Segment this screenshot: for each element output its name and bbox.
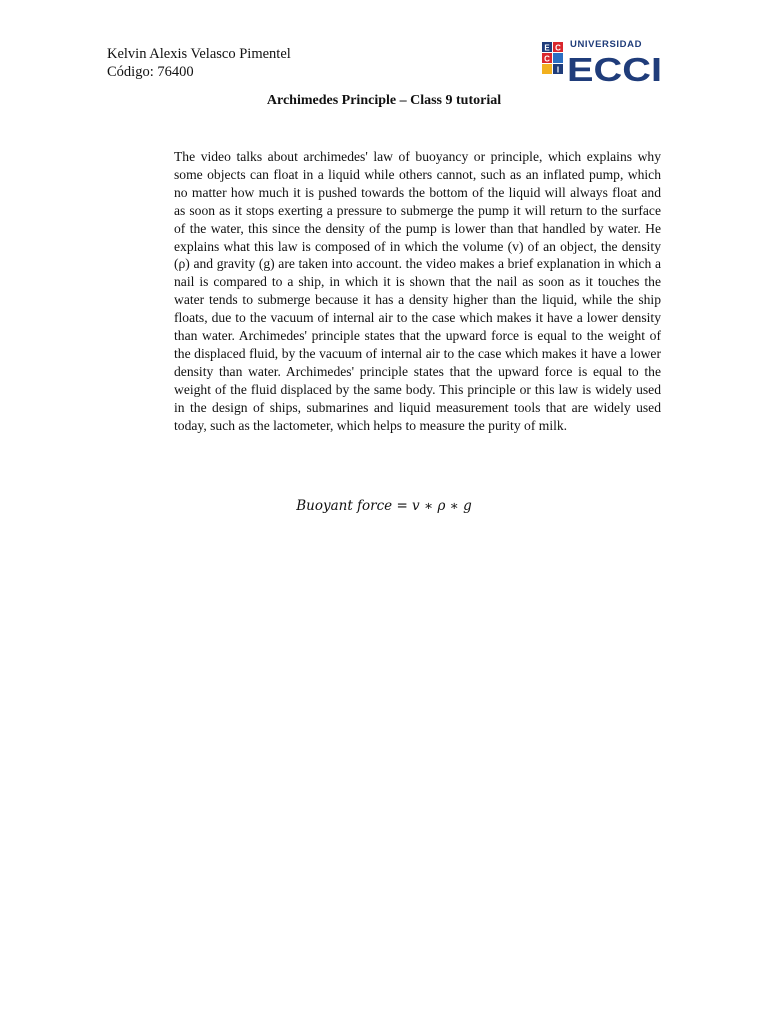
logo-tile-letter-e: E	[544, 43, 550, 53]
logo-main-text: ECCI	[567, 51, 662, 86]
logo-top-text: UNIVERSIDAD	[570, 39, 643, 50]
student-code: Código: 76400	[107, 64, 194, 80]
document-title: Archimedes Principle – Class 9 tutorial	[266, 93, 502, 108]
logo-tile-letter-c2: C	[544, 54, 550, 64]
logo-tile-c4-bg	[542, 64, 552, 74]
logo-tile-c3-bg	[553, 53, 563, 63]
body-paragraph: The video talks about archimedes' law of buoyancy or principle, which explains why some objects can float in a liquid while others cannot, such as an inflated pump, which no matter how much it is pushed towards the bottom of the liquid will always float and as soon as it stops exerting a pressure to submerge the pump it will return to the surface of the water, this since the density of the pump is lower than that handled by water. He explains what this law is composed of in which the volume (v) of an object, the density (ρ) and gravity (g) are taken into account. the video makes a brief explanation in which a nail is compared to a ship, in which it is shown that the nail as soon as it touches the water tends to submerge because it has a density higher than the liquid, while the ship floats, due to the vacuum of internal air to the case which makes it have a lower density than water. Archimedes' principle states that the upward force is equal to the weight of the displaced fluid, by the vacuum of internal air to the case which makes it have a lower density than water. Archimedes' principle states that the upward force is equal to the weight of the fluid displaced by the same body. This principle or this law is widely used in the design of ships, submarines and liquid measurement tools that are widely used today, such as the lactometer, which helps to measure the purity of milk.	[174, 149, 661, 433]
logo-tile-letter-c: C	[555, 43, 561, 53]
logo-tile-letter-i: I	[556, 65, 560, 75]
author-block	[107, 45, 291, 81]
author-name: Kelvin Alexis Velasco Pimentel	[107, 46, 291, 62]
university-logo	[540, 36, 665, 86]
buoyant-force-formula: Buoyant force = v ∗ ρ ∗ g	[296, 498, 472, 514]
